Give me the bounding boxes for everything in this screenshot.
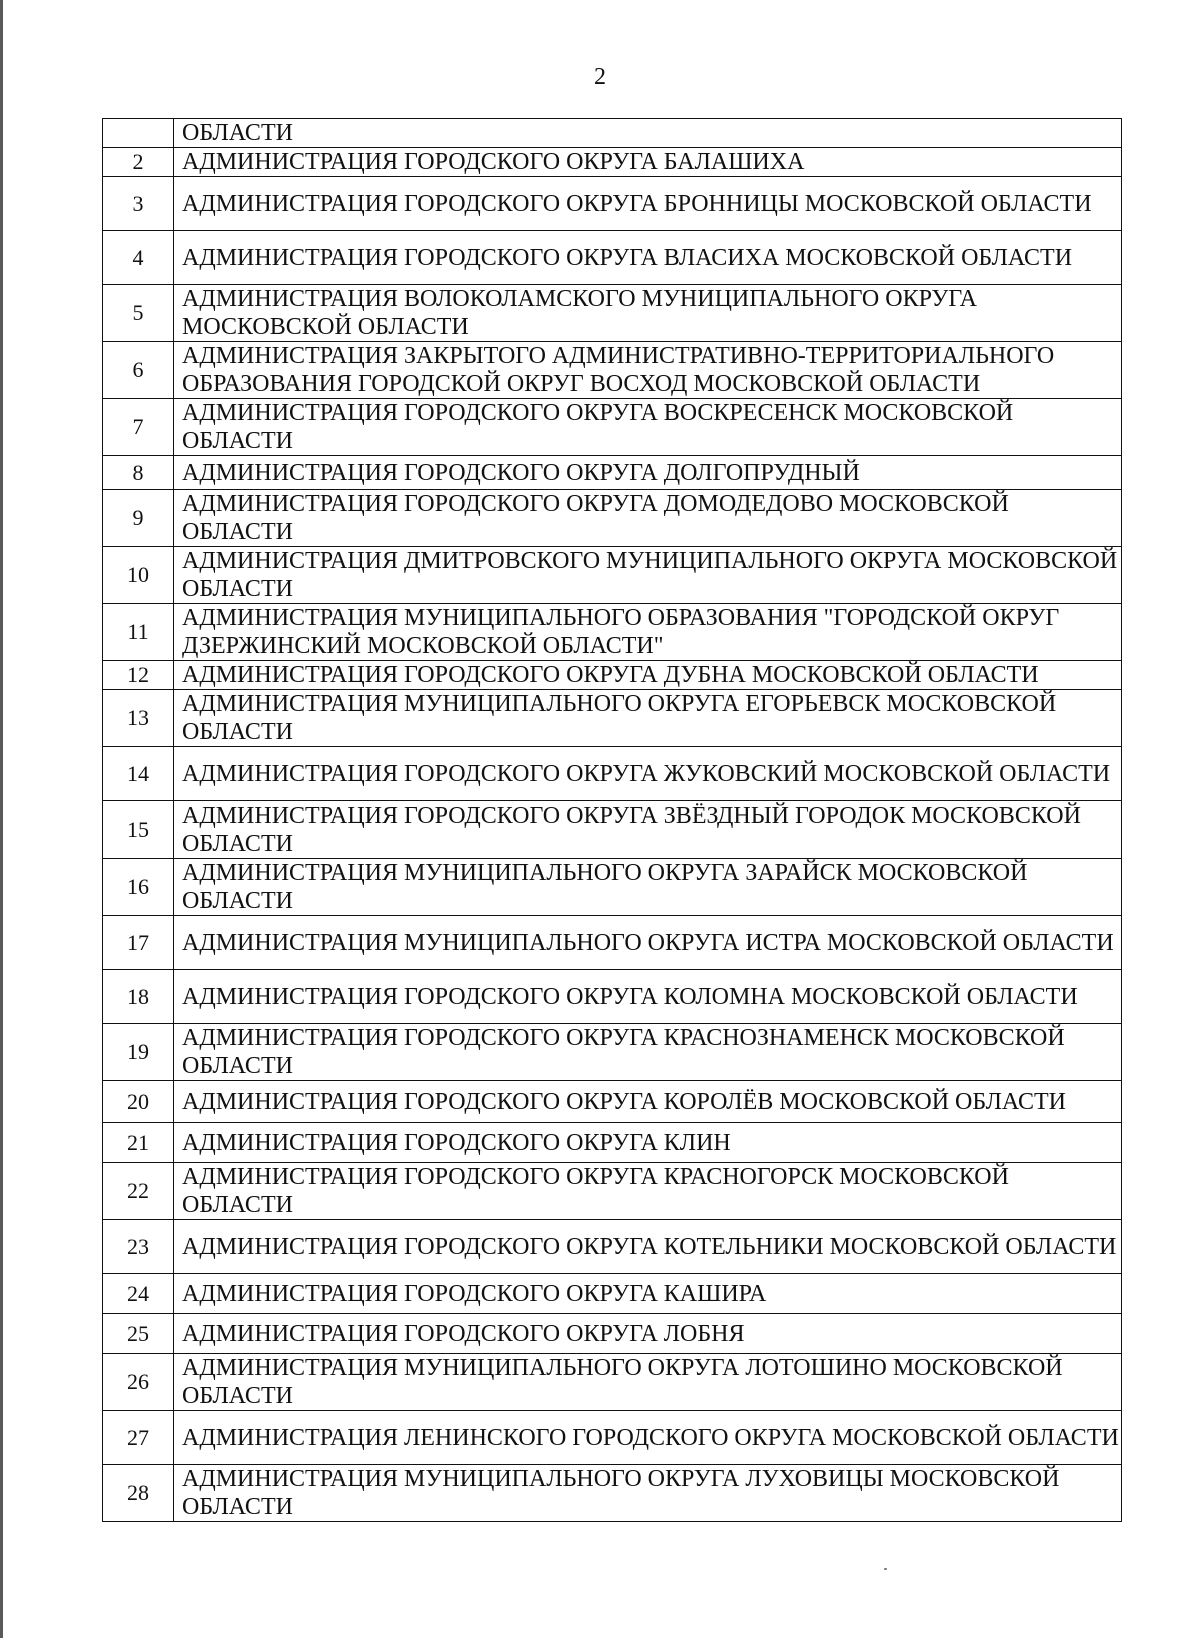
organization-name: АДМИНИСТРАЦИЯ ГОРОДСКОГО ОКРУГА КАШИРА — [174, 1274, 1122, 1314]
organization-name: АДМИНИСТРАЦИЯ ВОЛОКОЛАМСКОГО МУНИЦИПАЛЬНОГО ОКРУГА МОСКОВСКОЙ ОБЛАСТИ — [174, 285, 1122, 342]
row-number: 15 — [103, 801, 174, 859]
table-row — [103, 547, 1122, 604]
table-row — [103, 747, 1122, 801]
organization-name: АДМИНИСТРАЦИЯ ГОРОДСКОГО ОКРУГА КРАСНОГОРСК МОСКОВСКОЙ ОБЛАСТИ — [174, 1163, 1122, 1220]
row-number: 5 — [103, 285, 174, 342]
row-number: 16 — [103, 859, 174, 916]
row-number: 17 — [103, 916, 174, 970]
table-row — [103, 342, 1122, 399]
organization-name: АДМИНИСТРАЦИЯ ЗАКРЫТОГО АДМИНИСТРАТИВНО-ТЕРРИТОРИАЛЬНОГО ОБРАЗОВАНИЯ ГОРОДСКОЙ ОКРУГ ВОСХОД МОСКОВСКОЙ ОБЛАСТИ — [174, 342, 1122, 399]
organization-name: АДМИНИСТРАЦИЯ ГОРОДСКОГО ОКРУГА ВЛАСИХА МОСКОВСКОЙ ОБЛАСТИ — [174, 231, 1122, 285]
row-number: 12 — [103, 661, 174, 690]
table-row — [103, 148, 1122, 177]
table-row — [103, 285, 1122, 342]
row-number: 2 — [103, 148, 174, 177]
table-row — [103, 1354, 1122, 1411]
organization-name: АДМИНИСТРАЦИЯ МУНИЦИПАЛЬНОГО ОКРУГА ЗАРАЙСК МОСКОВСКОЙ ОБЛАСТИ — [174, 859, 1122, 916]
organization-name: АДМИНИСТРАЦИЯ МУНИЦИПАЛЬНОГО ОКРУГА ЕГОРЬЕВСК МОСКОВСКОЙ ОБЛАСТИ — [174, 690, 1122, 747]
row-number: 27 — [103, 1411, 174, 1465]
organization-name: АДМИНИСТРАЦИЯ МУНИЦИПАЛЬНОГО ОБРАЗОВАНИЯ "ГОРОДСКОЙ ОКРУГ ДЗЕРЖИНСКИЙ МОСКОВСКОЙ ОБЛАСТИ" — [174, 604, 1122, 661]
table-row — [103, 1411, 1122, 1465]
organization-name: АДМИНИСТРАЦИЯ ГОРОДСКОГО ОКРУГА БАЛАШИХА — [174, 148, 1122, 177]
row-number: 14 — [103, 747, 174, 801]
organization-name: АДМИНИСТРАЦИЯ ЛЕНИНСКОГО ГОРОДСКОГО ОКРУГА МОСКОВСКОЙ ОБЛАСТИ — [174, 1411, 1122, 1465]
table-row — [103, 801, 1122, 859]
organization-name: АДМИНИСТРАЦИЯ ГОРОДСКОГО ОКРУГА КОЛОМНА МОСКОВСКОЙ ОБЛАСТИ — [174, 970, 1122, 1024]
table-row — [103, 1314, 1122, 1354]
organization-name: АДМИНИСТРАЦИЯ ГОРОДСКОГО ОКРУГА ДОЛГОПРУДНЫЙ — [174, 456, 1122, 490]
row-number: 26 — [103, 1354, 174, 1411]
organization-name: АДМИНИСТРАЦИЯ ГОРОДСКОГО ОКРУГА КРАСНОЗНАМЕНСК МОСКОВСКОЙ ОБЛАСТИ — [174, 1024, 1122, 1081]
table-row — [103, 1081, 1122, 1123]
row-number: 8 — [103, 456, 174, 490]
table-row — [103, 456, 1122, 490]
page-number: 2 — [594, 64, 606, 90]
organization-name: АДМИНИСТРАЦИЯ ГОРОДСКОГО ОКРУГА ЛОБНЯ — [174, 1314, 1122, 1354]
row-number: 6 — [103, 342, 174, 399]
row-number — [103, 119, 174, 148]
organization-name: АДМИНИСТРАЦИЯ ГОРОДСКОГО ОКРУГА БРОННИЦЫ МОСКОВСКОЙ ОБЛАСТИ — [174, 177, 1122, 231]
organization-name: АДМИНИСТРАЦИЯ МУНИЦИПАЛЬНОГО ОКРУГА ИСТРА МОСКОВСКОЙ ОБЛАСТИ — [174, 916, 1122, 970]
row-number: 20 — [103, 1081, 174, 1123]
row-number: 4 — [103, 231, 174, 285]
table-row — [103, 604, 1122, 661]
organization-name: АДМИНИСТРАЦИЯ ДМИТРОВСКОГО МУНИЦИПАЛЬНОГО ОКРУГА МОСКОВСКОЙ ОБЛАСТИ — [174, 547, 1122, 604]
table-row — [103, 119, 1122, 148]
row-number: 21 — [103, 1123, 174, 1163]
organization-name: АДМИНИСТРАЦИЯ ГОРОДСКОГО ОКРУГА ЖУКОВСКИЙ МОСКОВСКОЙ ОБЛАСТИ — [174, 747, 1122, 801]
row-number: 24 — [103, 1274, 174, 1314]
organization-name: АДМИНИСТРАЦИЯ ГОРОДСКОГО ОКРУГА ЗВЁЗДНЫЙ ГОРОДОК МОСКОВСКОЙ ОБЛАСТИ — [174, 801, 1122, 859]
table-row — [103, 1123, 1122, 1163]
table-row — [103, 690, 1122, 747]
row-number: 25 — [103, 1314, 174, 1354]
table-row — [103, 970, 1122, 1024]
organization-name: АДМИНИСТРАЦИЯ ГОРОДСКОГО ОКРУГА ВОСКРЕСЕНСК МОСКОВСКОЙ ОБЛАСТИ — [174, 399, 1122, 456]
row-number: 28 — [103, 1465, 174, 1522]
table-row — [103, 1465, 1122, 1522]
organization-name: АДМИНИСТРАЦИЯ ГОРОДСКОГО ОКРУГА КОРОЛЁВ МОСКОВСКОЙ ОБЛАСТИ — [174, 1081, 1122, 1123]
table-row — [103, 231, 1122, 285]
organization-name: ОБЛАСТИ — [174, 119, 1122, 148]
row-number: 11 — [103, 604, 174, 661]
row-number: 13 — [103, 690, 174, 747]
table-row — [103, 399, 1122, 456]
organizations-table — [102, 118, 1122, 1522]
scan-left-edge — [0, 0, 3, 1638]
table-row — [103, 1220, 1122, 1274]
table-row — [103, 1274, 1122, 1314]
row-number: 19 — [103, 1024, 174, 1081]
organization-name: АДМИНИСТРАЦИЯ ГОРОДСКОГО ОКРУГА ДУБНА МОСКОВСКОЙ ОБЛАСТИ — [174, 661, 1122, 690]
row-number: 9 — [103, 490, 174, 547]
organization-name: АДМИНИСТРАЦИЯ ГОРОДСКОГО ОКРУГА КЛИН — [174, 1123, 1122, 1163]
scan-speck — [884, 1568, 887, 1570]
organization-name: АДМИНИСТРАЦИЯ ГОРОДСКОГО ОКРУГА КОТЕЛЬНИКИ МОСКОВСКОЙ ОБЛАСТИ — [174, 1220, 1122, 1274]
organization-name: АДМИНИСТРАЦИЯ ГОРОДСКОГО ОКРУГА ДОМОДЕДОВО МОСКОВСКОЙ ОБЛАСТИ — [174, 490, 1122, 547]
row-number: 3 — [103, 177, 174, 231]
table-row — [103, 1163, 1122, 1220]
row-number: 23 — [103, 1220, 174, 1274]
row-number: 10 — [103, 547, 174, 604]
table-row — [103, 1024, 1122, 1081]
row-number: 22 — [103, 1163, 174, 1220]
table-row — [103, 916, 1122, 970]
table-row — [103, 661, 1122, 690]
table-row — [103, 859, 1122, 916]
organization-name: АДМИНИСТРАЦИЯ МУНИЦИПАЛЬНОГО ОКРУГА ЛОТОШИНО МОСКОВСКОЙ ОБЛАСТИ — [174, 1354, 1122, 1411]
row-number: 18 — [103, 970, 174, 1024]
table-row — [103, 177, 1122, 231]
row-number: 7 — [103, 399, 174, 456]
table-row — [103, 490, 1122, 547]
organizations-table-body — [103, 119, 1122, 1522]
organization-name: АДМИНИСТРАЦИЯ МУНИЦИПАЛЬНОГО ОКРУГА ЛУХОВИЦЫ МОСКОВСКОЙ ОБЛАСТИ — [174, 1465, 1122, 1522]
